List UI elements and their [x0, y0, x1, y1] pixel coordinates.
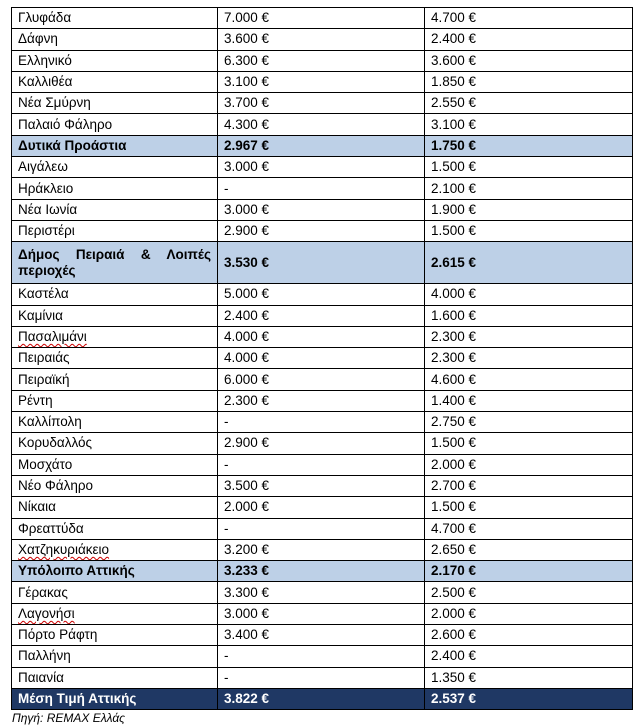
price-cell-col2: 3.000 €	[218, 157, 425, 178]
price-cell-col2: 3.000 €	[218, 199, 425, 220]
table-row	[12, 284, 633, 305]
table-row	[12, 93, 633, 114]
price-cell-col2: 3.300 €	[218, 582, 425, 603]
area-cell: Καλλίπολη	[12, 412, 218, 433]
area-cell: Δυτικά Προάστια	[12, 135, 218, 156]
price-cell-col3: 3.600 €	[425, 50, 633, 71]
table-row	[12, 475, 633, 496]
price-cell-col3: 2.400 €	[425, 29, 633, 50]
area-cell: Γλυφάδα	[12, 8, 218, 29]
price-cell-col3: 2.170 €	[425, 561, 633, 582]
area-cell: Δήμος Πειραιά & Λοιπές περιοχές	[12, 242, 218, 284]
price-cell-col3: 4.700 €	[425, 8, 633, 29]
price-cell-col3: 4.600 €	[425, 369, 633, 390]
price-cell-col2: 3.233 €	[218, 561, 425, 582]
price-table	[11, 7, 633, 710]
table-row	[12, 157, 633, 178]
table-row	[12, 518, 633, 539]
price-cell-col3: 2.300 €	[425, 326, 633, 347]
price-cell-col2: 2.300 €	[218, 390, 425, 411]
price-cell-col3: 2.000 €	[425, 603, 633, 624]
price-cell-col2: -	[218, 646, 425, 667]
price-cell-col3: 1.900 €	[425, 199, 633, 220]
price-cell-col2: 3.000 €	[218, 603, 425, 624]
area-cell: Πόρτο Ράφτη	[12, 625, 218, 646]
table-row	[12, 348, 633, 369]
price-cell-col3: 2.300 €	[425, 348, 633, 369]
price-table-body	[12, 8, 633, 710]
area-cell: Παιανία	[12, 667, 218, 688]
table-row	[12, 625, 633, 646]
table-row	[12, 114, 633, 135]
price-cell-col2: 4.300 €	[218, 114, 425, 135]
price-cell-col3: 2.100 €	[425, 178, 633, 199]
price-cell-col3: 1.500 €	[425, 497, 633, 518]
table-row	[12, 454, 633, 475]
area-cell: Παλλήνη	[12, 646, 218, 667]
area-label: Χατζηκυριάκειο	[18, 541, 110, 557]
price-cell-col3: 2.400 €	[425, 646, 633, 667]
area-cell: Καλλιθέα	[12, 71, 218, 92]
price-cell-col3: 2.500 €	[425, 582, 633, 603]
area-cell: Νίκαια	[12, 497, 218, 518]
price-cell-col2: 6.000 €	[218, 369, 425, 390]
price-cell-col2: 2.967 €	[218, 135, 425, 156]
price-cell-col3: 2.750 €	[425, 412, 633, 433]
table-row	[12, 220, 633, 241]
area-cell: Αιγάλεω	[12, 157, 218, 178]
area-cell: Υπόλοιπο Αττικής	[12, 561, 218, 582]
area-label: Πασαλιμάνι	[18, 329, 87, 344]
price-cell-col2: 3.822 €	[218, 688, 425, 709]
table-row	[12, 305, 633, 326]
area-cell: Μέση Τιμή Αττικής	[12, 688, 218, 709]
price-cell-col3: 3.100 €	[425, 114, 633, 135]
price-cell-col2: 2.900 €	[218, 433, 425, 454]
price-cell-col2: -	[218, 667, 425, 688]
price-cell-col2: 3.200 €	[218, 539, 425, 560]
table-row	[12, 603, 633, 624]
total-row	[12, 688, 633, 709]
area-cell: Καστέλα	[12, 284, 218, 305]
price-cell-col2: 7.000 €	[218, 8, 425, 29]
price-cell-col3: 2.615 €	[425, 242, 633, 284]
area-cell: Νέο Φάληρο	[12, 475, 218, 496]
table-row	[12, 412, 633, 433]
price-cell-col2: -	[218, 454, 425, 475]
price-cell-col3: 1.600 €	[425, 305, 633, 326]
price-cell-col2: 3.600 €	[218, 29, 425, 50]
table-row	[12, 71, 633, 92]
table-row	[12, 178, 633, 199]
price-cell-col2: -	[218, 412, 425, 433]
price-cell-col3: 1.750 €	[425, 135, 633, 156]
area-cell	[12, 326, 218, 347]
price-cell-col2: 3.700 €	[218, 93, 425, 114]
price-cell-col3: 2.550 €	[425, 93, 633, 114]
table-row	[12, 433, 633, 454]
area-cell: Νέα Ιωνία	[12, 199, 218, 220]
price-cell-col2: 2.400 €	[218, 305, 425, 326]
table-row	[12, 29, 633, 50]
price-cell-col3: 4.000 €	[425, 284, 633, 305]
price-cell-col3: 2.700 €	[425, 475, 633, 496]
table-row	[12, 50, 633, 71]
area-cell	[12, 539, 218, 560]
table-row	[12, 646, 633, 667]
price-cell-col3: 1.850 €	[425, 71, 633, 92]
area-cell: Ελληνικό	[12, 50, 218, 71]
price-cell-col2: 3.500 €	[218, 475, 425, 496]
area-cell: Περιστέρι	[12, 220, 218, 241]
table-row	[12, 199, 633, 220]
price-cell-col3: 1.400 €	[425, 390, 633, 411]
area-cell: Φρεαττύδα	[12, 518, 218, 539]
price-cell-col3: 1.500 €	[425, 433, 633, 454]
price-cell-col2: 3.100 €	[218, 71, 425, 92]
section-row	[12, 561, 633, 582]
price-cell-col3: 4.700 €	[425, 518, 633, 539]
price-cell-col2: 5.000 €	[218, 284, 425, 305]
price-cell-col2: -	[218, 178, 425, 199]
area-cell: Πειραιάς	[12, 348, 218, 369]
price-cell-col3: 2.650 €	[425, 539, 633, 560]
area-cell	[12, 603, 218, 624]
area-cell: Μοσχάτο	[12, 454, 218, 475]
price-cell-col2: 4.000 €	[218, 326, 425, 347]
table-row	[12, 539, 633, 560]
area-cell: Γέρακας	[12, 582, 218, 603]
area-cell: Ρέντη	[12, 390, 218, 411]
price-cell-col2: 6.300 €	[218, 50, 425, 71]
area-cell: Δάφνη	[12, 29, 218, 50]
area-cell: Κορυδαλλός	[12, 433, 218, 454]
area-cell: Νέα Σμύρνη	[12, 93, 218, 114]
price-cell-col3: 2.600 €	[425, 625, 633, 646]
section-row	[12, 242, 633, 284]
price-cell-col3: 1.350 €	[425, 667, 633, 688]
price-cell-col3: 2.000 €	[425, 454, 633, 475]
price-cell-col2: 4.000 €	[218, 348, 425, 369]
table-row	[12, 390, 633, 411]
table-row	[12, 582, 633, 603]
price-cell-col3: 2.537 €	[425, 688, 633, 709]
price-cell-col2: 2.900 €	[218, 220, 425, 241]
price-cell-col3: 1.500 €	[425, 220, 633, 241]
table-row	[12, 8, 633, 29]
section-row	[12, 135, 633, 156]
price-cell-col2: 2.000 €	[218, 497, 425, 518]
area-cell: Καμίνια	[12, 305, 218, 326]
area-cell: Παλαιό Φάληρο	[12, 114, 218, 135]
price-cell-col2: 3.400 €	[218, 625, 425, 646]
area-cell: Πειραϊκή	[12, 369, 218, 390]
table-row	[12, 497, 633, 518]
price-cell-col2: -	[218, 518, 425, 539]
table-row	[12, 667, 633, 688]
source-note: Πηγή: REMAX Ελλάς	[12, 711, 126, 725]
price-cell-col3: 1.500 €	[425, 157, 633, 178]
price-cell-col2: 3.530 €	[218, 242, 425, 284]
table-row	[12, 326, 633, 347]
table-row	[12, 369, 633, 390]
area-cell: Ηράκλειο	[12, 178, 218, 199]
area-label: Λαγονήσι	[18, 605, 75, 621]
